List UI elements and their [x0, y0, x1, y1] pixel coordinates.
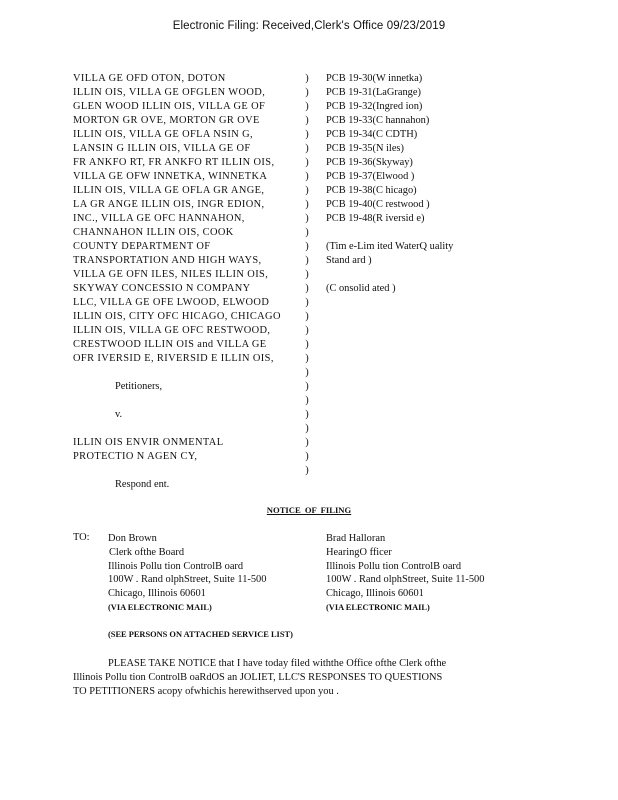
petitioners-label: Petitioners,: [115, 381, 163, 392]
caption-paren: ): [305, 143, 309, 154]
case-number: PCB 19-38(C hicago): [326, 185, 417, 196]
case-number: PCB 19-35(N iles): [326, 143, 404, 154]
caption-paren: ): [305, 129, 309, 140]
caption-paren: ): [305, 283, 309, 294]
versus-label: v.: [115, 409, 123, 420]
respondent-line: ILLIN OIS ENVIR ONMENTAL: [73, 437, 224, 448]
caption-paren: ): [305, 395, 309, 406]
caption-paren: ): [305, 311, 309, 322]
respondent-line: PROTECTIO N AGEN CY,: [73, 451, 198, 462]
case-number: PCB 19-32(Ingred ion): [326, 101, 423, 112]
caption-paren: ): [305, 157, 309, 168]
recipient-city: Chicago, Illinois 60601: [326, 588, 424, 600]
case-number: PCB 19-33(C hannahon): [326, 115, 430, 126]
recipient-name: Don Brown: [108, 533, 157, 544]
petitioner-line: COUNTY DEPARTMENT OF: [73, 241, 211, 252]
body-line: TO PETITIONERS acopy ofwhichis herewithserved upon you .: [73, 686, 339, 697]
caption-paren: ): [305, 437, 309, 448]
petitioner-line: LANSIN G ILLIN OIS, VILLA GE OF: [73, 143, 251, 154]
see-service-list: (SEE PERSONS ON ATTACHED SERVICE LIST): [108, 630, 293, 639]
caption-paren: ): [305, 73, 309, 84]
recipient-org: Illinois Pollu tion ControlB oard: [108, 560, 244, 572]
petitioner-line: ILLIN OIS, VILLA GE OFLA NSIN G,: [73, 129, 254, 140]
petitioners-list: [73, 72, 303, 366]
petitioner-line: VILLA GE OFD OTON, DOTON: [73, 73, 226, 84]
notice-title: NOTICE OF FILING: [266, 505, 352, 515]
caption-paren: ): [305, 241, 309, 252]
recipient-street: 100W . Rand olphStreet, Suite 11-500: [108, 574, 267, 586]
case-number: PCB 19-30(W innetka): [326, 73, 423, 84]
body-line: PLEASE TAKE NOTICE that I have today filed withthe Office ofthe Clerk ofthe: [108, 658, 447, 669]
caption-paren: ): [305, 185, 309, 196]
petitioner-line: MORTON GR OVE, MORTON GR OVE: [73, 115, 260, 126]
petitioner-line: TRANSPORTATION AND HIGH WAYS,: [73, 255, 262, 266]
petitioner-line: INC., VILLA GE OFC HANNAHON,: [73, 213, 245, 224]
recipient-city: Chicago, Illinois 60601: [108, 588, 206, 600]
body-line: Illinois Pollu tion ControlB oaRdOS an JOLIET, LLC'S RESPONSES TO QUESTIONS: [73, 672, 443, 683]
petitioner-line: CRESTWOOD ILLIN OIS and VILLA GE: [73, 339, 267, 350]
recipient-via: (VIA ELECTRONIC MAIL): [108, 602, 212, 612]
caption-paren: ): [305, 423, 309, 434]
to-label: TO:: [73, 532, 90, 543]
electronic-filing-header: Electronic Filing: Received,Clerk's Office 09/23/2019: [172, 20, 446, 32]
caption-paren: ): [305, 101, 309, 112]
petitioner-line: CHANNAHON ILLIN OIS, COOK: [73, 227, 234, 238]
recipient-via: (VIA ELECTRONIC MAIL): [326, 602, 430, 612]
caption-paren: ): [305, 213, 309, 224]
petitioner-line: OFR IVERSID E, RIVERSID E ILLIN OIS,: [73, 353, 274, 364]
respondent-name: [73, 436, 303, 464]
caption-paren: ): [305, 465, 309, 476]
recipient-title: HearingO fficer: [326, 546, 392, 558]
standard-description: (Tim e-Lim ited WaterQ uality: [326, 241, 454, 252]
case-number: PCB 19-48(R iversid e): [326, 213, 425, 224]
respondent-label: Respond ent.: [115, 479, 170, 490]
caption-parties: [73, 72, 303, 492]
case-number: PCB 19-40(C restwood ): [326, 199, 430, 210]
petitioner-line: LA GR ANGE ILLIN OIS, INGR EDION,: [73, 199, 265, 210]
recipient-street: 100W . Rand olphStreet, Suite 11-500: [326, 574, 485, 586]
caption-paren: ): [305, 339, 309, 350]
case-numbers: [326, 72, 586, 296]
caption-paren: ): [305, 255, 309, 266]
caption-paren: ): [305, 199, 309, 210]
petitioner-line: GLEN WOOD ILLIN OIS, VILLA GE OF: [73, 101, 266, 112]
consolidated-label: (C onsolid ated ): [326, 283, 396, 294]
caption-paren: ): [305, 269, 309, 280]
petitioner-line: VILLA GE OFW INNETKA, WINNETKA: [73, 171, 268, 182]
caption-paren: ): [305, 325, 309, 336]
recipient-clerk: [108, 532, 318, 615]
case-number: PCB 19-36(Skyway): [326, 157, 413, 168]
petitioner-line: ILLIN OIS, VILLA GE OFLA GR ANGE,: [73, 185, 265, 196]
petitioner-line: SKYWAY CONCESSIO N COMPANY: [73, 283, 251, 294]
recipient-hearing-officer: [326, 532, 571, 615]
petitioner-line: ILLIN OIS, CITY OFC HICAGO, CHICAGO: [73, 311, 281, 322]
case-number: PCB 19-34(C CDTH): [326, 129, 418, 140]
petitioner-line: LLC, VILLA GE OFE LWOOD, ELWOOD: [73, 297, 270, 308]
notice-body: [73, 657, 563, 699]
case-number: PCB 19-31(LaGrange): [326, 87, 421, 98]
recipient-name: Brad Halloran: [326, 533, 386, 544]
caption-paren: ): [305, 297, 309, 308]
caption-paren: ): [305, 115, 309, 126]
caption-paren: ): [305, 409, 309, 420]
caption-paren: ): [305, 227, 309, 238]
petitioner-line: FR ANKFO RT, FR ANKFO RT ILLIN OIS,: [73, 157, 275, 168]
caption-paren: ): [305, 367, 309, 378]
petitioner-line: ILLIN OIS, VILLA GE OFGLEN WOOD,: [73, 87, 266, 98]
recipient-title: Clerk ofthe Board: [109, 546, 185, 558]
caption-paren: ): [305, 171, 309, 182]
caption-paren: ): [305, 381, 309, 392]
recipient-org: Illinois Pollu tion ControlB oard: [326, 560, 462, 572]
standard-description: Stand ard ): [326, 255, 372, 266]
case-number: PCB 19-37(Elwood ): [326, 171, 415, 182]
petitioner-line: ILLIN OIS, VILLA GE OFC RESTWOOD,: [73, 325, 271, 336]
petitioner-line: VILLA GE OFN ILES, NILES ILLIN OIS,: [73, 269, 269, 280]
caption-divider: [302, 72, 312, 478]
caption-paren: ): [305, 87, 309, 98]
caption-paren: ): [305, 451, 309, 462]
caption-paren: ): [305, 353, 309, 364]
